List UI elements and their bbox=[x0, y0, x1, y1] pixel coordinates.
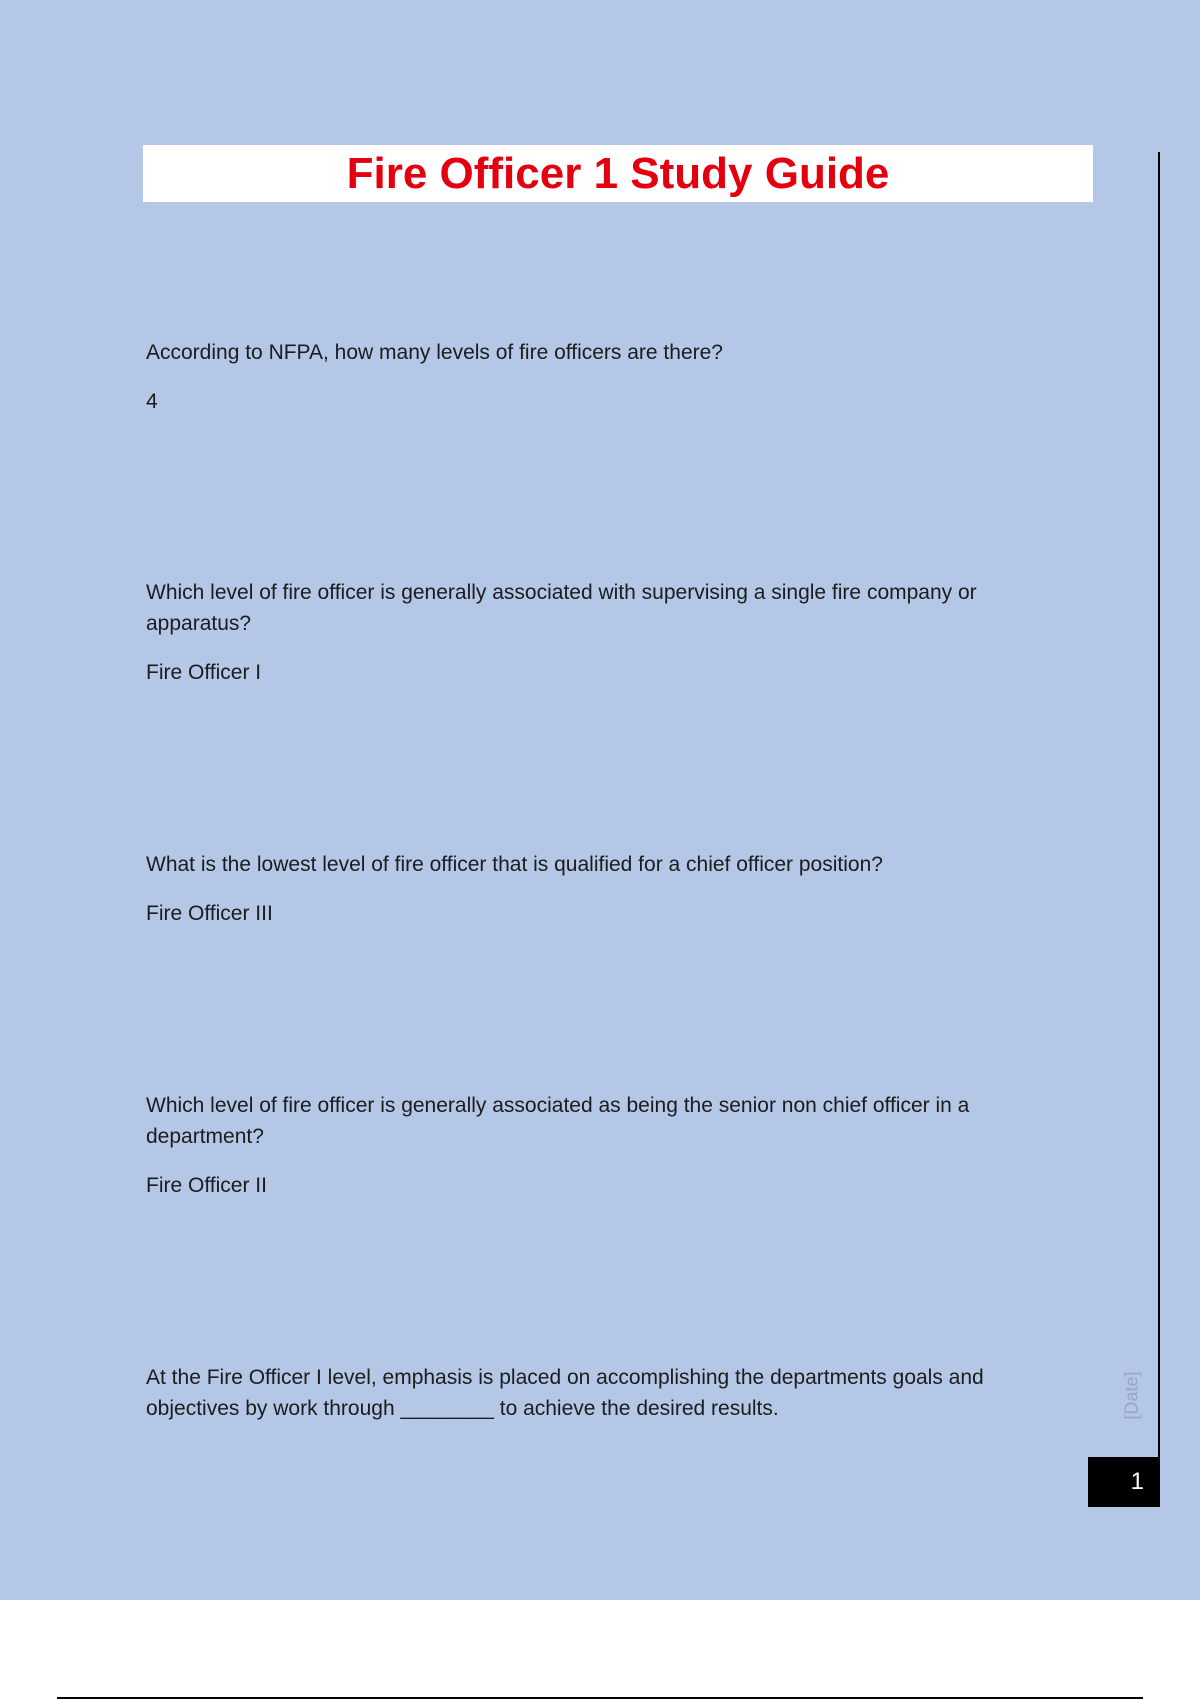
document-title: Fire Officer 1 Study Guide bbox=[346, 148, 890, 198]
qa-item bbox=[146, 1362, 1046, 1424]
page-number: 1 bbox=[1130, 1468, 1144, 1495]
right-margin-rule bbox=[1158, 152, 1160, 1458]
question-text: Which level of fire officer is generally associated with supervising a single fire company or apparatus? bbox=[146, 581, 977, 635]
qa-item bbox=[146, 849, 1046, 929]
question-text: At the Fire Officer I level, emphasis is placed on accomplishing the departments goals and objectives by work through ________ to achieve the desired results. bbox=[146, 1366, 984, 1420]
qa-item bbox=[146, 337, 1046, 417]
answer-text: Fire Officer II bbox=[146, 1174, 267, 1197]
qa-item bbox=[146, 577, 1046, 688]
question-text: Which level of fire officer is generally associated as being the senior non chief officer in a department? bbox=[146, 1094, 970, 1148]
qa-item bbox=[146, 1090, 1046, 1201]
answer-text: 4 bbox=[146, 390, 158, 413]
footer-rule bbox=[57, 1697, 1143, 1699]
question-text: According to NFPA, how many levels of fire officers are there? bbox=[146, 341, 723, 364]
title-banner bbox=[143, 145, 1093, 202]
date-placeholder: [Date] bbox=[1121, 1371, 1142, 1420]
page-number-badge bbox=[1088, 1457, 1160, 1507]
answer-text: Fire Officer I bbox=[146, 661, 262, 684]
answer-text: Fire Officer III bbox=[146, 902, 273, 925]
question-text: What is the lowest level of fire officer that is qualified for a chief officer position? bbox=[146, 853, 883, 876]
